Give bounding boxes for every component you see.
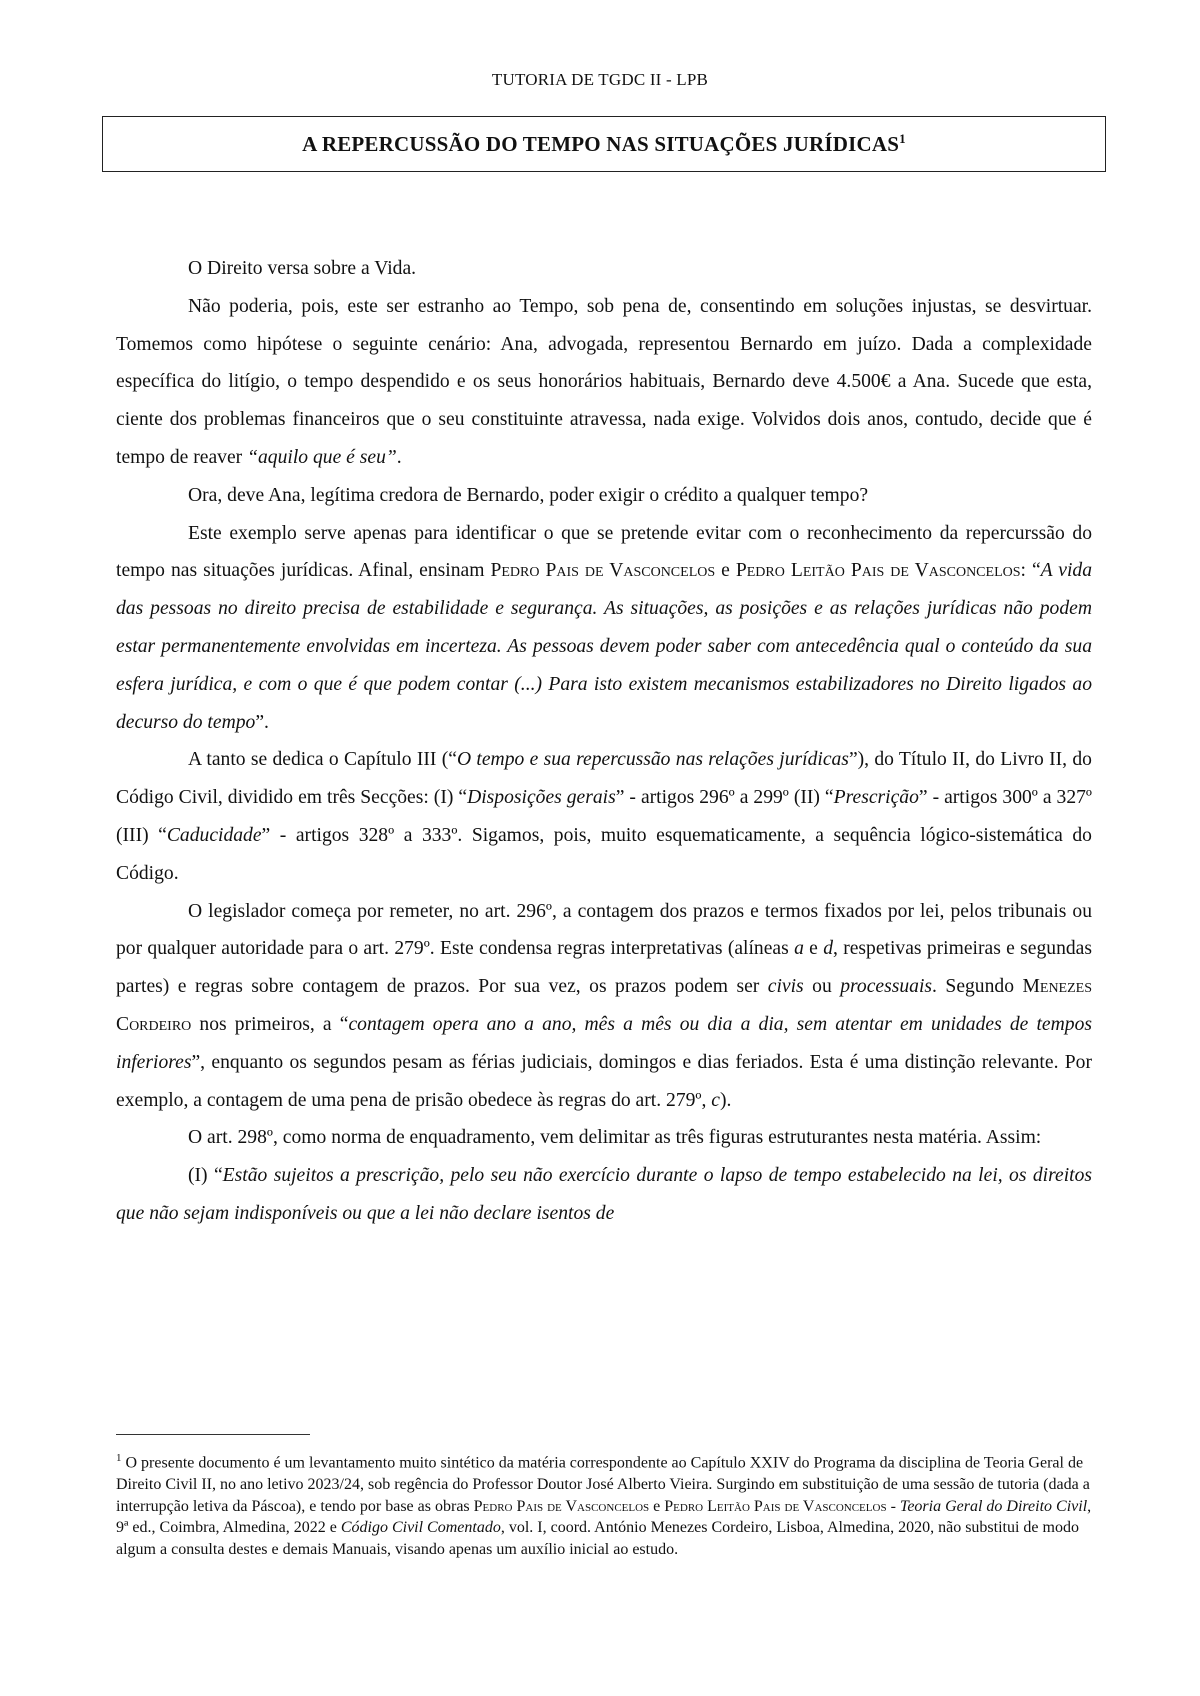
p8-a: (I) “ [188, 1165, 223, 1187]
footnote-1 [116, 1448, 1092, 1560]
p6-n: c [711, 1089, 720, 1111]
p2-quote: “aquilo que é seu” [247, 446, 397, 468]
running-header: TUTORIA DE TGDC II - LPB [491, 70, 709, 89]
p5-d: Disposições gerais [467, 787, 616, 809]
p6-b: a [794, 938, 804, 960]
footnote-mark: 1 [116, 1452, 122, 1464]
p5-e: ” - artigos 296º a 299º (II) “ [615, 787, 834, 809]
paragraph-6 [116, 893, 1092, 1120]
document-title [302, 131, 906, 157]
p5-g: ” - artigos 300º a 327º (III) “ [116, 787, 1093, 846]
p5-a: A tanto se dedica o Capítulo III (“ [188, 749, 457, 771]
p6-f: civis [767, 976, 804, 998]
p6-l: contagem opera ano a ano, mês a mês ou dia a dia, sem atentar em unidades de tempos inferiores [116, 1013, 1092, 1073]
fn-g: , 9ª ed., Coimbra, Almedina, 2022 e [116, 1497, 1092, 1537]
fn-a: O presente documento é um levantamento muito sintético da matéria correspondente ao Capítulo XXIV do Programa da disciplina de Teoria Geral de Direito Civil II, no ano letivo 2023/24, sob regência do Professor Doutor José Alberto Vieira. Surgindo em substituição de uma sessão de tutoria (dada a interrupção letiva da Páscoa), e tendo por base as obras [116, 1454, 1090, 1515]
p5-b: O tempo e sua repercussão nas relações jurídicas [456, 749, 849, 771]
p7-text: O art. 298º, como norma de enquadramento, vem delimitar as três figuras estruturantes nesta matéria. Assim: [188, 1127, 1042, 1149]
paragraph-4 [116, 515, 1092, 742]
p5-i: ” - artigos 328º a 333º. Sigamos, pois, muito esquematicamente, a sequência lógico-sistemática do Código. [116, 824, 1092, 884]
p6-e: , respetivas primeiras e segundas partes) e regras sobre contagem de prazos. Por sua vez, os prazos podem ser [116, 938, 1093, 998]
p6-m: ”, enquanto os segundos pesam as férias judiciais, domingos e dias feriados. Esta é uma distinção relevante. Por exemplo, a contagem de uma pena de prisão obedece às regras do art. 279º, [116, 1051, 1092, 1111]
fn-c: e [649, 1497, 665, 1515]
title-footnote-mark: 1 [899, 131, 906, 146]
book-title: Código Civil Comentado [340, 1519, 501, 1537]
p6-c: e [803, 938, 824, 960]
body-text [116, 250, 1092, 1233]
author-name: Pedro Leitão Pais de Vasconcelos [735, 560, 1021, 582]
p6-i: . Segundo [932, 976, 1023, 998]
p6-o: ). [720, 1089, 732, 1111]
p1-text: O Direito versa sobre a Vida. [188, 258, 417, 279]
paragraph-3 [116, 477, 1092, 515]
p8-b: Estão sujeitos a prescrição, pelo seu não exercício durante o lapso de tempo estabelecido na lei, os direitos que não sejam indisponíveis ou que a lei não declare isentos de [116, 1165, 1093, 1224]
p6-h: processuais [840, 976, 933, 998]
p5-c: ”), do Título II, do Livro II, do Código Civil, dividido em três Secções: (I) “ [116, 749, 1092, 809]
fn-e: - [886, 1497, 900, 1515]
paragraph-1 [116, 250, 1092, 288]
p2-text: Não poderia, pois, este ser estranho ao Tempo, sob pena de, consentindo em soluções injustas, se desvirtuar. Tomemos como hipótese o seguinte cenário: Ana, advogada, representou Bernardo em juízo. Dada a complexidade específica do litígio, o tempo despendido e os seus honorários habituais, Bernardo deve 4.500€ a Ana. Sucede que esta, ciente dos problemas financeiros que o seu constituinte atravessa, nada exige. Volvidos dois anos, contudo, decide que é tempo de reaver [116, 295, 1092, 468]
paragraph-7 [116, 1119, 1092, 1157]
p4-start: Este exemplo serve apenas para identificar o que se pretende evitar com o reconhecimento da repercurssão do tempo nas situações jurídicas. Afinal, ensinam [116, 522, 1092, 582]
p6-g: ou [803, 976, 841, 998]
title-box [102, 116, 1106, 172]
paragraph-2 [116, 288, 1092, 477]
author-name: Pedro Pais de Vasconcelos [473, 1497, 650, 1515]
author-name: Pedro Pais de Vasconcelos [490, 560, 716, 582]
footnote [116, 1448, 1092, 1560]
paragraph-8 [116, 1157, 1092, 1233]
p5-f: Prescrição [833, 787, 919, 809]
paragraph-5 [116, 741, 1092, 892]
fn-i: , vol. I, coord. António Menezes Cordeiro, Lisboa, Almedina, 2020, não substitui de modo algum a consulta destes e demais Manuais, visando apenas um auxílio inicial ao estudo. [116, 1519, 1079, 1558]
p2-end: . [396, 446, 402, 468]
author-name: Pedro Leitão Pais de Vasconcelos [664, 1497, 887, 1515]
p4-colon: : “ [1020, 560, 1041, 582]
p6-d: d [823, 938, 833, 960]
p3-text: Ora, deve Ana, legítima credora de Bernardo, poder exigir o crédito a qualquer tempo? [188, 484, 869, 506]
document-title-text: A REPERCUSSÃO DO TEMPO NAS SITUAÇÕES JURÍDICAS [302, 132, 900, 156]
author-name: Menezes Cordeiro [116, 976, 1092, 1035]
p4-and: e [715, 560, 736, 582]
book-title: Teoria Geral do Direito Civil [899, 1497, 1088, 1515]
p5-h: Caducidade [166, 824, 262, 846]
p6-a: O legislador começa por remeter, no art. 296º, a contagem dos prazos e termos fixados por lei, pelos tribunais ou por qualquer autoridade para o art. 279º. Este condensa regras interpretativas (alíneas [116, 900, 1092, 960]
p6-k: nos primeiros, a “ [191, 1013, 349, 1035]
p4-end: ”. [255, 711, 269, 733]
p4-quote: A vida das pessoas no direito precisa de estabilidade e segurança. As situações, as posições e as relações jurídicas não podem estar permanentemente envolvidas em incerteza. As pessoas devem poder saber com antecedência qual o conteúdo da sua esfera jurídica, e com o que é que podem contar (...) Para isto existem mecanismos estabilizadores no Direito ligados ao decurso do tempo [116, 560, 1093, 733]
footnote-separator [116, 1434, 310, 1435]
